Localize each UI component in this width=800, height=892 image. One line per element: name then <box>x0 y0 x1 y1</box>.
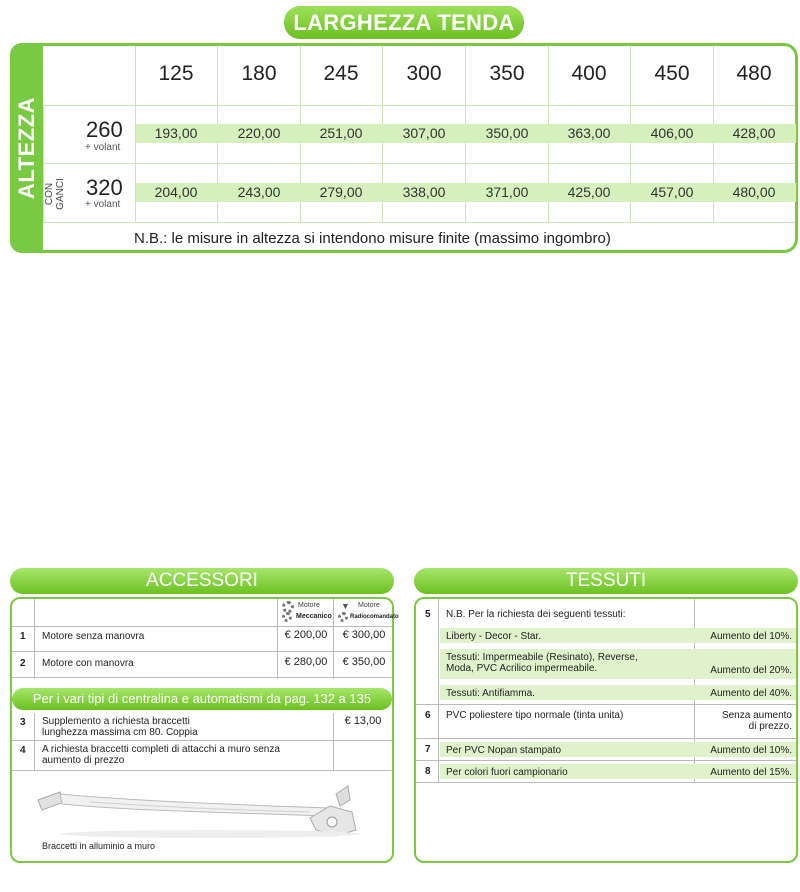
price-cell: 279,00 <box>319 184 363 200</box>
accessori-title: ACCESSORI <box>10 568 394 594</box>
fabric-desc: Tessuti: Impermeabile (Resinato), Reverse, Moda, PVC Acrilico impermeabile. <box>446 652 638 674</box>
width-header: 180 <box>241 62 277 85</box>
fabric-desc: Per colori fuori campionario <box>446 767 568 778</box>
fabric-surcharge: Senza aumento di prezzo. <box>721 710 792 732</box>
row-number: 6 <box>425 710 431 721</box>
fabric-desc: PVC poliestere tipo normale (tinta unita) <box>446 710 624 721</box>
row-number: 2 <box>20 658 26 669</box>
row-number: 7 <box>425 744 431 755</box>
row-number: 8 <box>425 766 431 777</box>
price-cell: 428,00 <box>732 125 776 141</box>
fabric-surcharge: Aumento del 20%. <box>710 665 792 676</box>
price-cell: 350,00 <box>485 125 529 141</box>
measure-note: N.B.: le misure in altezza si intendono misure finite (massimo ingombro) <box>134 230 611 247</box>
price-cell: 406,00 <box>650 125 694 141</box>
price-cell: 204,00 <box>154 184 198 200</box>
fabric-surcharge: Aumento del 10%. <box>710 745 792 756</box>
gear-icon <box>282 612 292 622</box>
row-number: 5 <box>425 609 431 620</box>
image-caption: Braccetti in alluminio a muro <box>42 841 156 851</box>
fabric-desc: Tessuti: Antifiamma. <box>446 688 535 699</box>
fabric-desc: Liberty - Decor - Star. <box>446 631 542 642</box>
width-header: 480 <box>736 62 772 85</box>
fabric-note: N.B. Per la richiesta dei seguenti tessuti: <box>446 609 626 620</box>
row-number: 3 <box>20 717 26 728</box>
accessory-desc: Motore con manovra <box>42 658 134 669</box>
height-axis-label: ALTEZZA <box>14 96 40 200</box>
price-mechanical: € 280,00 <box>284 656 328 668</box>
price-cell: 251,00 <box>319 125 363 141</box>
price-cell: 480,00 <box>732 184 776 200</box>
height-value: 260 <box>86 117 123 142</box>
price-cell: 338,00 <box>402 184 446 200</box>
price-supplement: € 13,00 <box>344 715 382 727</box>
height-sub: + volant <box>85 199 121 210</box>
tessuti-title: TESSUTI <box>414 568 798 594</box>
width-header: 125 <box>158 62 194 85</box>
motor-radio-header: ▼ Motore Radiocomandato <box>336 600 392 625</box>
automation-banner: Per i vari tipi di centralina e automatismi da pag. 132 a 135 <box>12 688 392 710</box>
price-table-title: LARGHEZZA TENDA <box>284 6 524 39</box>
price-cell: 363,00 <box>567 125 611 141</box>
price-radio: € 350,00 <box>342 656 386 668</box>
accessory-desc: Supplemento a richiesta braccetti lunghezza massima cm 80. Coppia <box>42 716 198 738</box>
price-cell: 425,00 <box>567 184 611 200</box>
price-cell: 193,00 <box>154 125 198 141</box>
hook-label: CON GANCI <box>44 178 67 210</box>
price-cell: 457,00 <box>650 184 694 200</box>
width-header: 245 <box>323 62 359 85</box>
price-radio: € 300,00 <box>342 629 386 641</box>
height-value: 320 <box>86 175 123 200</box>
price-cell: 371,00 <box>485 184 529 200</box>
width-header: 400 <box>571 62 607 85</box>
width-header: 450 <box>654 62 690 85</box>
wall-arm-image <box>30 778 360 840</box>
price-cell: 307,00 <box>402 125 446 141</box>
fabric-desc: Per PVC Nopan stampato <box>446 745 562 756</box>
price-cell: 220,00 <box>237 125 281 141</box>
height-sub: + volant <box>85 142 121 153</box>
radio-wave-icon: ▼ <box>341 601 350 611</box>
row-number: 1 <box>20 631 26 642</box>
motor-mechanical-header: Motore Meccanico <box>280 600 332 625</box>
price-mechanical: € 200,00 <box>284 629 328 641</box>
gear-icon <box>338 612 348 622</box>
width-header: 350 <box>489 62 525 85</box>
row-number: 4 <box>20 745 26 756</box>
width-header: 300 <box>406 62 442 85</box>
fabric-surcharge: Aumento del 10%. <box>710 631 792 642</box>
fabric-surcharge: Aumento del 40%. <box>710 688 792 699</box>
accessory-desc: A richiesta braccetti completi di attacchi a muro senza aumento di prezzo <box>42 744 280 766</box>
fabric-surcharge: Aumento del 15%. <box>710 767 792 778</box>
price-cell: 243,00 <box>237 184 281 200</box>
accessory-desc: Motore senza manovra <box>42 631 145 642</box>
